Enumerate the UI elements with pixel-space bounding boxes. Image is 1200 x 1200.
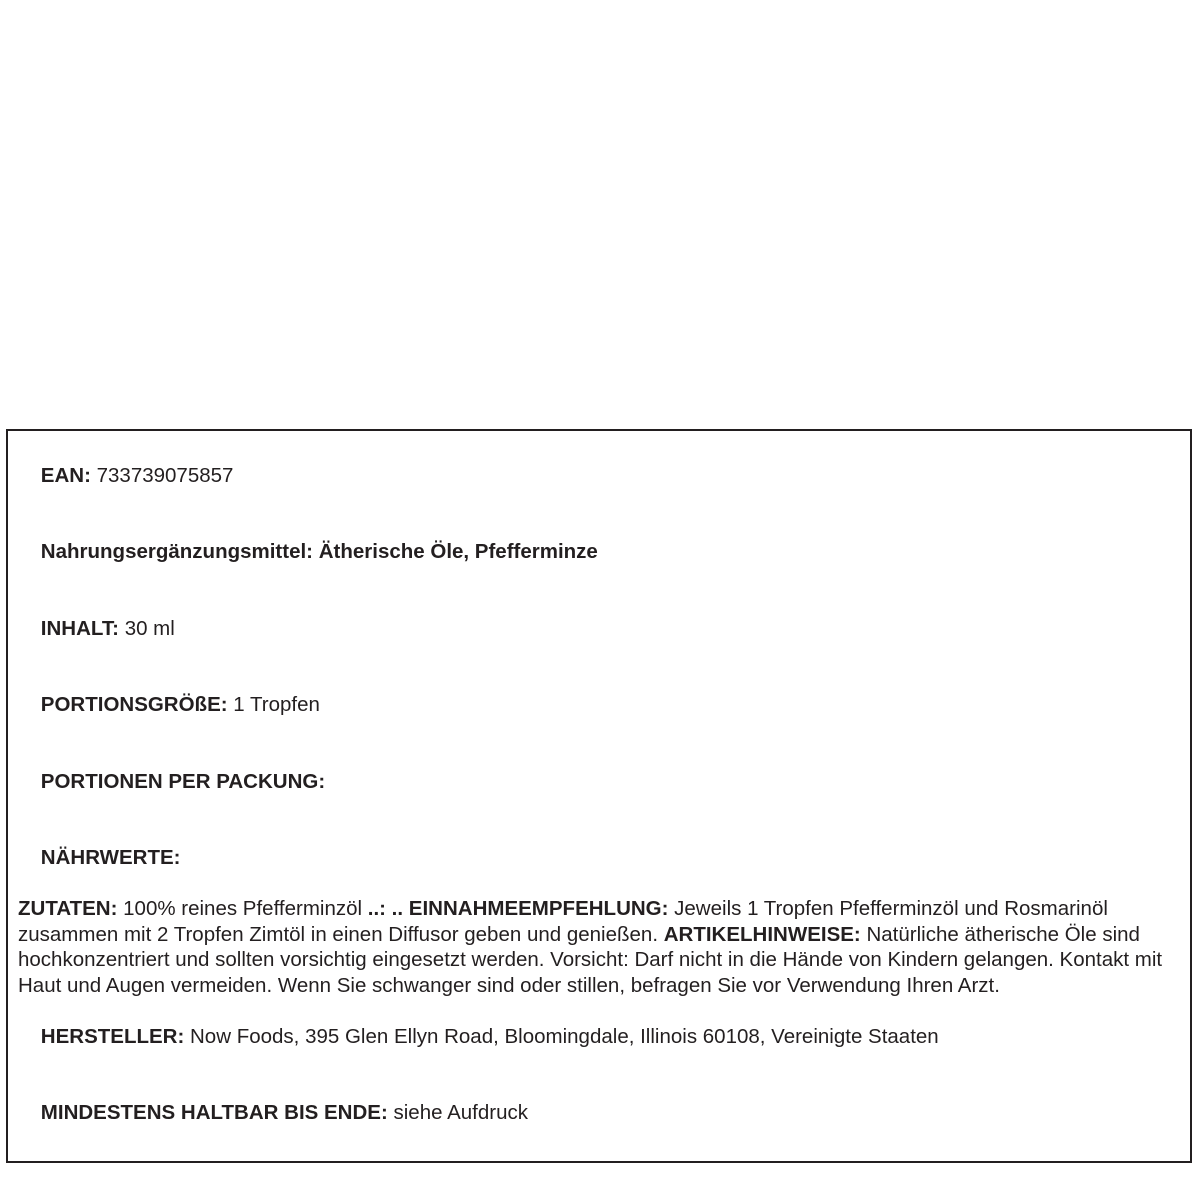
ingredients-and-usage-block [18, 896, 1180, 998]
ingredients-separator: ..: .. [367, 897, 404, 920]
content-value: 30 ml [124, 616, 175, 640]
manufacturer-row [18, 998, 1180, 1075]
manufacturer-value: Now Foods, 395 Glen Ellyn Road, Bloomingdale, Illinois 60108, Vereinigte Staaten [190, 1024, 939, 1048]
ean-row [18, 437, 1180, 514]
best-before-row [18, 1075, 1180, 1152]
ean-value: 733739075857 [96, 463, 234, 487]
serving-size-value: 1 Tropfen [233, 693, 320, 716]
intake-label: EINNAHMEEMPFEHLUNG: [408, 897, 669, 920]
serving-size-label: PORTIONSGRÖßE: [40, 693, 228, 716]
servings-per-package-row [18, 743, 1180, 820]
servings-per-package-label: PORTIONEN PER PACKUNG: [40, 769, 326, 793]
best-before-value: siehe Aufdruck [393, 1101, 528, 1124]
category-label: Nahrungsergänzungsmittel: [40, 540, 314, 563]
nutrition-label: NÄHRWERTE: [40, 846, 181, 869]
product-label-panel [6, 429, 1192, 1163]
intake-value: Jeweils 1 Tropfen Pfefferminzöl und Rosmarinöl zusammen mit 2 Tropfen Zimtöl in einen Diffusor geben und genießen. [18, 897, 1108, 946]
content-label: INHALT: [40, 616, 119, 640]
category-row [18, 514, 1180, 591]
manufacturer-label: HERSTELLER: [40, 1024, 185, 1048]
ingredients-value: 100% reines Pfefferminzöl [123, 897, 363, 920]
notes-label: ARTIKELHINWEISE: [663, 922, 861, 946]
nutrition-row [18, 820, 1180, 897]
best-before-label: MINDESTENS HALTBAR BIS ENDE: [40, 1101, 388, 1124]
content-row [18, 590, 1180, 667]
ingredients-label: ZUTATEN: [18, 897, 118, 920]
category-value: Ätherische Öle, Pfefferminze [318, 540, 598, 563]
ean-label: EAN: [40, 463, 91, 487]
serving-size-row [18, 667, 1180, 744]
notes-value: Natürliche ätherische Öle sind hochkonzentriert und sollten vorsichtig eingesetzt werden. Vorsicht: Darf nicht in die Hände von Kindern gelangen. Kontakt mit Haut und Augen vermeiden. Wenn Sie schwanger sind oder stillen, befragen Sie vor Verwendung Ihren Arzt. [18, 922, 1163, 997]
